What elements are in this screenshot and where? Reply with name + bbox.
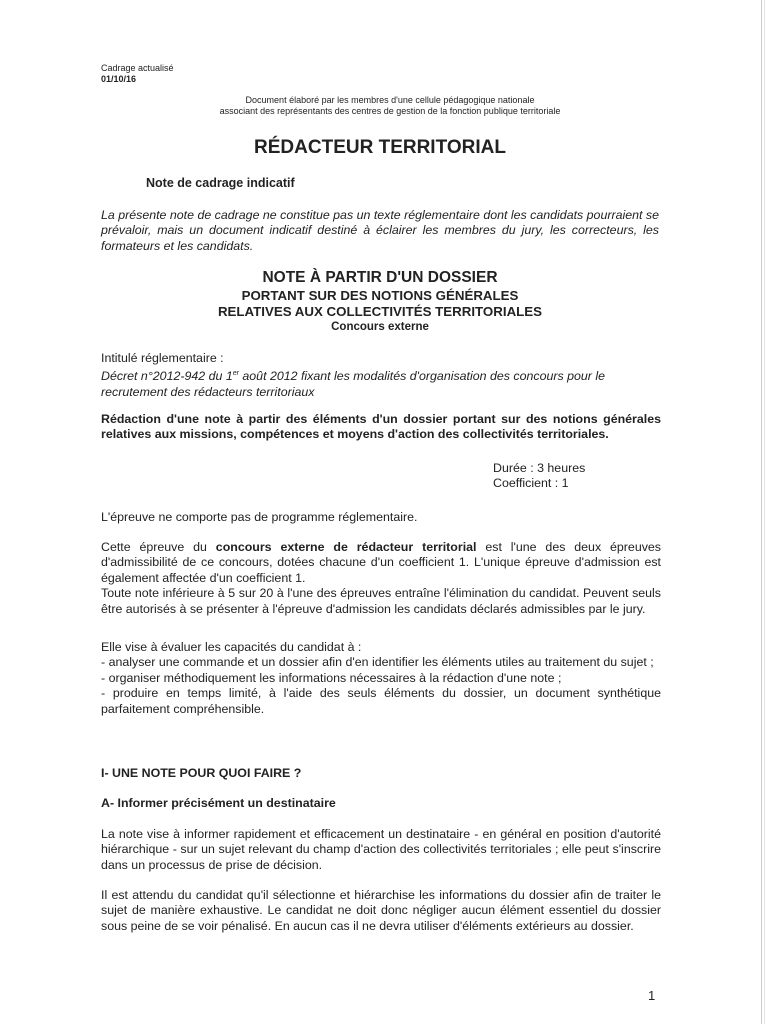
- list-item: - analyser une commande et un dossier afin d'en identifier les éléments utiles au traitement du sujet ;: [101, 655, 654, 670]
- elaboration-block: [160, 95, 620, 117]
- section-a-paragraph-1: La note vise à informer rapidement et efficacement un destinataire - en général en position d'autorité hiérarchique - sur un sujet relevant du champ d'action des collectivités territoriales ; elle peut s'inscrire dans un processus de prise de décision.: [101, 827, 661, 872]
- elaboration-line-2: associant des représentants des centres de gestion de la fonction publique territoriale: [219, 106, 561, 116]
- programme-paragraph: L'épreuve ne comporte pas de programme réglementaire.: [101, 510, 418, 524]
- list-item: - organiser méthodiquement les informations nécessaires à la rédaction d'une note ;: [101, 670, 562, 685]
- decret-text: [101, 366, 661, 400]
- vise-intro: Elle vise à évaluer les capacités du candidat à :: [101, 640, 362, 654]
- epreuve-heading: [100, 268, 660, 335]
- page-edge-line: [764, 0, 765, 1024]
- duree-label: Durée : 3 heures: [493, 461, 586, 475]
- header-line-1: Cadrage actualisé: [101, 63, 174, 73]
- decret-text-part: Décret n°2012-942 du 1: [101, 369, 233, 384]
- duree-coefficient: [493, 461, 585, 492]
- epreuve-line-1: NOTE À PARTIR D'UN DOSSIER: [262, 269, 498, 286]
- admissibilite-text: Cette épreuve du: [101, 540, 216, 554]
- page-edge-line: [761, 0, 762, 1024]
- vise-block: [101, 640, 661, 717]
- elaboration-line-1: Document élaboré par les membres d'une cellule pédagogique nationale: [245, 95, 535, 105]
- header-date-block: [101, 63, 174, 85]
- section-heading-1: I- UNE NOTE POUR QUOI FAIRE ?: [101, 766, 302, 780]
- capacites-list: [101, 655, 661, 717]
- section-heading-a: A- Informer précisément un destinataire: [101, 796, 336, 810]
- epreuve-description: Rédaction d'une note à partir des éléments d'un dossier portant sur des notions générales relatives aux missions, compétences et moyens d'action des collectivités territoriales.: [101, 412, 661, 442]
- intro-paragraph: La présente note de cadrage ne constitue pas un texte réglementaire dont les candidats pourraient se prévaloir, mais un document indicatif destiné à éclairer les membres du jury, les correcteurs, les formateurs et les candidats.: [101, 208, 659, 253]
- admissibilite-paragraph: [101, 540, 661, 586]
- epreuve-line-3: RELATIVES AUX COLLECTIVITÉS TERRITORIALES: [217, 304, 543, 319]
- intitule-block: [101, 351, 661, 400]
- header-line-2: 01/10/16: [101, 74, 137, 84]
- admissibilite-block: [101, 540, 661, 617]
- epreuve-line-2: PORTANT SUR DES NOTIONS GÉNÉRALES: [241, 288, 519, 303]
- page-title: RÉDACTEUR TERRITORIAL: [254, 137, 506, 158]
- intitule-label: Intitulé réglementaire :: [101, 351, 224, 365]
- epreuve-line-4: Concours externe: [331, 321, 429, 333]
- admissibilite-text: est l'une des deux épreuves d'admissibilité de ce concours, dotées chacune d'un coefficient 1. L'unique épreuve d'admission est également affectée d'un coefficient 1.: [101, 540, 661, 585]
- page-number: 1: [648, 988, 656, 1003]
- elimination-paragraph: Toute note inférieure à 5 sur 20 à l'une des épreuves entraîne l'élimination du candidat. Peuvent seuls être autorisés à se présenter à l'épreuve d'admission les candidats déclarés admissibles par le jury.: [101, 586, 661, 616]
- decret-text-part: août 2012 fixant les modalités d'organisation des concours pour le recrutement des rédacteurs territoriaux: [101, 369, 606, 399]
- admissibilite-bold-text: concours externe de rédacteur territorial: [215, 540, 477, 554]
- decret-superscript: er: [232, 370, 239, 378]
- subtitle: Note de cadrage indicatif: [146, 176, 295, 190]
- section-a-paragraph-2: Il est attendu du candidat qu'il sélectionne et hiérarchise les informations du dossier afin de traiter le sujet de manière exhaustive. Le candidat ne doit donc négliger aucun élément essentiel du dossier sous peine de se voir pénalisé. En aucun cas il ne devra utiliser d'éléments extérieurs au dossier.: [101, 888, 661, 933]
- list-item: - produire en temps limité, à l'aide des seuls éléments du dossier, un document synthétique parfaitement compréhensible.: [101, 686, 661, 716]
- coefficient-label: Coefficient : 1: [493, 476, 569, 491]
